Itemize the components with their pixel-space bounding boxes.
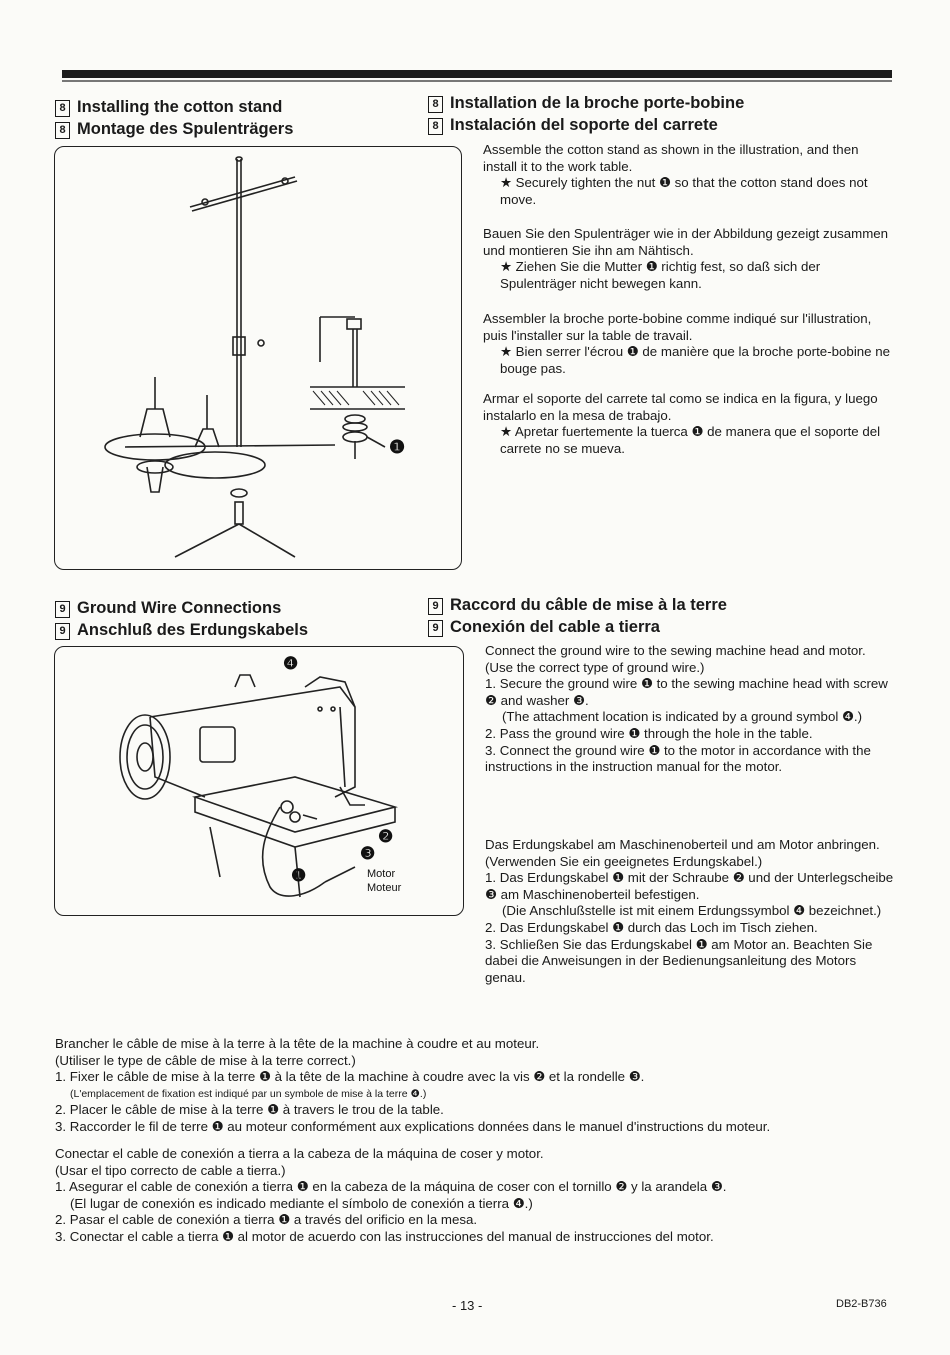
list-item: 1. Asegurar el cable de conexión a tierra ❶ en la cabeza de la máquina de coser con el tornillo ❷ y la arandela ❸.: [55, 1179, 727, 1195]
top-rule: [62, 70, 892, 78]
list-item: 3. Conectar el cable a tierra ❶ al motor de acuerdo con las instrucciones del manual de instrucciones del motor.: [55, 1228, 714, 1244]
section-number-badge: 8: [428, 118, 443, 135]
note: ★ Ziehen Sie die Mutter ❶ richtig fest, so daß sich der Spulenträger nicht bewegen kann.: [500, 259, 821, 291]
list-item: 3. Schließen Sie das Erdungskabel ❶ am Motor an. Beachten Sie dabei die Anweisungen in der Bedienungsanleitung des Motors genau.: [485, 936, 873, 985]
section-number-badge: 9: [55, 623, 70, 640]
screw-callout: ❷: [378, 827, 394, 846]
ground-wire-figure: [54, 646, 464, 916]
paragraph: (Utiliser le type de câble de mise à la terre correct.): [55, 1052, 356, 1068]
paragraph: Das Erdungskabel am Maschinenoberteil und am Motor anbringen.: [485, 837, 880, 852]
cotton-stand-figure: [54, 146, 462, 570]
section8-title-es: 8 Instalación del soporte del carrete: [428, 114, 718, 136]
note: (El lugar de conexión es indicado mediante el símbolo de conexión a tierra ❹.): [70, 1195, 533, 1211]
moteur-label: Moteur: [367, 882, 402, 894]
note: (The attachment location is indicated by a ground symbol ❹.): [502, 709, 863, 725]
section9-text-de: [485, 837, 895, 986]
section9-title-fr: 9 Raccord du câble de mise à la terre: [428, 594, 727, 616]
ground-symbol-callout: ❹: [283, 654, 299, 673]
list-item: 1. Das Erdungskabel ❶ mit der Schraube ❷ und der Unterlegscheibe ❸ am Maschinenoberteil befestigen.: [485, 870, 894, 902]
list-item: 3. Connect the ground wire ❶ to the motor in accordance with the instructions in the instruction manual for the motor.: [485, 742, 871, 775]
list-item: 2. Pass the ground wire ❶ through the hole in the table.: [485, 725, 813, 741]
note: ★ Securely tighten the nut ❶ so that the cotton stand does not move.: [500, 175, 868, 207]
note: (L'emplacement de fixation est indiqué par un symbole de mise à la terre ❹.): [70, 1087, 427, 1100]
list-item: 3. Raccorder le fil de terre ❶ au moteur conformément aux explications données dans le manuel d'instructions du moteur.: [55, 1118, 771, 1134]
top-rule-thin: [62, 80, 892, 82]
note: ★ Apretar fuertemente la tuerca ❶ de manera que el soporte del carrete no se mueva.: [500, 424, 881, 456]
section8-text-es: [483, 391, 893, 457]
section9-title-es: 9 Conexión del cable a tierra: [428, 616, 660, 638]
paragraph: Conectar el cable de conexión a tierra a la cabeza de la máquina de coser y motor.: [55, 1146, 544, 1161]
section-number-badge: 9: [55, 601, 70, 618]
section-number-badge: 8: [55, 122, 70, 139]
section-number-badge: 8: [428, 96, 443, 113]
section8-title-fr: 8 Installation de la broche porte-bobine: [428, 92, 744, 114]
section9-text-es: [55, 1146, 915, 1246]
section-number-badge: 9: [428, 620, 443, 637]
section-number-badge: 8: [55, 100, 70, 117]
paragraph: Assembler la broche porte-bobine comme indiqué sur l'illustration, puis l'installer sur la table de travail.: [483, 311, 872, 343]
page-number: - 13 -: [452, 1298, 483, 1313]
paragraph: (Use the correct type of ground wire.): [485, 659, 705, 675]
motor-label: Motor: [367, 868, 396, 880]
note: ★ Bien serrer l'écrou ❶ de manière que la broche porte-bobine ne bouge pas.: [500, 344, 891, 376]
document-code: DB2-B736: [836, 1298, 887, 1310]
washer-callout: ❸: [360, 844, 376, 863]
list-item: 2. Das Erdungskabel ❶ durch das Loch im Tisch ziehen.: [485, 919, 818, 935]
paragraph: (Verwenden Sie ein geeignetes Erdungskabel.): [485, 853, 763, 869]
list-item: 1. Secure the ground wire ❶ to the sewing machine head with screw ❷ and washer ❸.: [485, 676, 888, 708]
section-number-badge: 9: [428, 598, 443, 615]
cotton-stand-illustration: [55, 147, 461, 569]
section8-text-de: [483, 226, 893, 292]
section9-title-de: 9 Anschluß des Erdungskabels: [55, 619, 308, 641]
list-item: 2. Placer le câble de mise à la terre ❶ à travers le trou de la table.: [55, 1102, 444, 1118]
list-item: 2. Pasar el cable de conexión a tierra ❶ a través del orificio en la mesa.: [55, 1212, 478, 1228]
section9-text-en: [485, 643, 895, 776]
ground-wire-callout: ❶: [291, 866, 307, 885]
list-item: 1. Fixer le câble de mise à la terre ❶ à la tête de la machine à coudre avec la vis ❷ et la rondelle ❸.: [55, 1069, 645, 1085]
section9-title-en: 9 Ground Wire Connections: [55, 597, 281, 619]
paragraph: Connect the ground wire to the sewing machine head and motor.: [485, 643, 866, 658]
sewing-machine-illustration: [55, 647, 463, 915]
paragraph: Brancher le câble de mise à la terre à la tête de la machine à coudre et au moteur.: [55, 1036, 540, 1051]
section9-text-fr: [55, 1036, 915, 1136]
nut-callout: ❶: [389, 437, 406, 457]
paragraph: Bauen Sie den Spulenträger wie in der Abbildung gezeigt zusammen und montieren Sie ihn am Nähtisch.: [483, 226, 889, 258]
paragraph: (Usar el tipo correcto de cable a tierra.): [55, 1162, 286, 1178]
paragraph: Assemble the cotton stand as shown in the illustration, and then install it to the work table.: [483, 142, 859, 174]
section8-text-fr: [483, 311, 893, 377]
note: (Die Anschlußstelle ist mit einem Erdungssymbol ❹ bezeichnet.): [502, 903, 882, 919]
section8-title-de: 8 Montage des Spulenträgers: [55, 118, 293, 140]
section8-text-en: [483, 142, 893, 208]
section8-title-en: 8 Installing the cotton stand: [55, 96, 282, 118]
paragraph: Armar el soporte del carrete tal como se indica en la figura, y luego instalarlo en la mesa de trabajo.: [483, 391, 878, 423]
